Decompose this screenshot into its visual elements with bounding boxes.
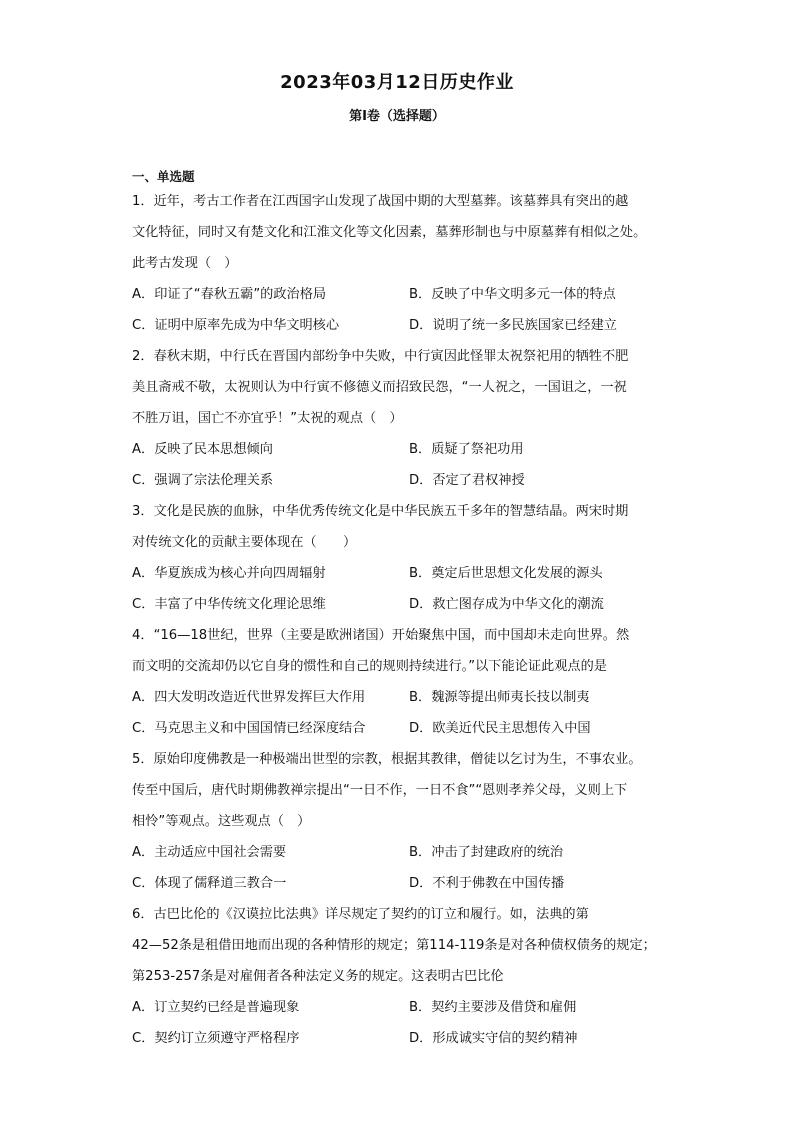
question-4: [132, 620, 672, 744]
question-stem-line: 对传统文化的贡献主要体现在（ ）: [132, 535, 357, 550]
option-c: C．证明中原率先成为中华文明核心: [132, 318, 340, 333]
question-stem-line: 4．“16—18世纪，世界（主要是欧洲诸国）开始聚焦中国，而中国却未走向世界。然: [132, 628, 630, 643]
question-stem-line: 传至中国后，唐代时期佛教禅宗提出“一日不作，一日不食”“恩则孝养父母，义则上下: [132, 783, 628, 798]
question-stem-line: 此考古发现（ ）: [132, 256, 238, 271]
option-row: [132, 682, 672, 713]
option-c: C．马克思主义和中国国情已经深度结合: [132, 721, 366, 736]
question-stem-line: 而文明的交流却仍以它自身的惯性和自己的规则持续进行。”以下能论证此观点的是: [132, 659, 607, 674]
option-a: A．印证了“春秋五霸”的政治格局: [132, 287, 327, 302]
option-d: D．欧美近代民主思想传入中国: [409, 721, 591, 736]
question-stem-line: 5．原始印度佛教是一种极端出世型的宗教，根据其教律，僧徒以乞讨为生，不事农业。: [132, 752, 642, 767]
question-stem-line: 6．古巴比伦的《汉谟拉比法典》详尽规定了契约的订立和履行。如，法典的第: [132, 907, 589, 922]
option-row: [132, 465, 672, 496]
option-c: C．强调了宗法伦理关系: [132, 473, 274, 488]
option-b: B．质疑了祭祀功用: [409, 442, 524, 457]
option-c: C．契约订立须遵守严格程序: [132, 1031, 300, 1046]
section-heading: 一、单选题: [132, 169, 195, 184]
option-b: B．奠定后世思想文化发展的源头: [409, 566, 603, 581]
option-d: D．不利于佛教在中国传播: [409, 876, 565, 891]
page-subtitle: 第I卷（选择题）: [349, 109, 445, 124]
option-a: A．订立契约已经是普遍现象: [132, 1000, 300, 1015]
question-2: [132, 341, 672, 496]
option-b: B．魏源等提出师夷长技以制夷: [409, 690, 590, 705]
question-stem-line: 3．文化是民族的血脉，中华优秀传统文化是中华民族五千多年的智慧结晶。两宋时期: [132, 504, 629, 519]
option-row: [132, 589, 672, 620]
question-stem-line: 42—52条是租借田地而出现的各种情形的规定；第114-119条是对各种债权债务的规定；: [132, 938, 656, 953]
option-row: [132, 558, 672, 589]
page-title: 2023年03月12日历史作业: [280, 72, 514, 93]
question-1: [132, 186, 672, 341]
option-a: A．华夏族成为核心并向四周辐射: [132, 566, 326, 581]
question-stem-line: 第253-257条是对雇佣者各种法定义务的规定。这表明古巴比伦: [132, 969, 504, 984]
question-stem-line: 美且斋戒不敬，太祝则认为中行寅不修德义而招致民怨，“一人祝之，一国诅之，一祝: [132, 380, 627, 395]
option-row: [132, 868, 672, 899]
question-stem-line: 不胜万诅，国亡不亦宜乎！”太祝的观点（ ）: [132, 411, 403, 426]
question-3: [132, 496, 672, 620]
option-c: C．体现了儒释道三教合一: [132, 876, 287, 891]
question-stem-line: 文化特征，同时又有楚文化和江淮文化等文化因素，墓葬形制也与中原墓葬有相似之处。: [132, 225, 647, 240]
option-row: [132, 279, 672, 310]
option-row: [132, 992, 672, 1023]
question-stem-line: 1．近年，考古工作者在江西国字山发现了战国中期的大型墓葬。该墓葬具有突出的越: [132, 194, 629, 209]
option-row: [132, 1023, 672, 1054]
option-d: D．救亡图存成为中华文化的潮流: [409, 597, 604, 612]
question-stem-line: 2．春秋末期，中行氏在晋国内部纷争中失败，中行寅因此怪罪太祝祭祀用的牺牲不肥: [132, 349, 629, 364]
question-5: [132, 744, 672, 899]
option-b: B．反映了中华文明多元一体的特点: [409, 287, 616, 302]
option-a: A．反映了民本思想倾向: [132, 442, 273, 457]
option-c: C．丰富了中华传统文化理论思维: [132, 597, 326, 612]
option-a: A．四大发明改造近代世界发挥巨大作用: [132, 690, 366, 705]
question-stem-line: 相怜”等观点。这些观点（ ）: [132, 814, 311, 829]
option-row: [132, 310, 672, 341]
option-d: D．否定了君权神授: [409, 473, 525, 488]
question-list: [132, 186, 672, 1054]
option-b: B．冲击了封建政府的统治: [409, 845, 564, 860]
option-d: D．说明了统一多民族国家已经建立: [409, 318, 617, 333]
option-row: [132, 434, 672, 465]
option-b: B．契约主要涉及借贷和雇佣: [409, 1000, 577, 1015]
option-row: [132, 837, 672, 868]
option-a: A．主动适应中国社会需要: [132, 845, 287, 860]
option-d: D．形成诚实守信的契约精神: [409, 1031, 578, 1046]
question-6: [132, 899, 672, 1054]
option-row: [132, 713, 672, 744]
